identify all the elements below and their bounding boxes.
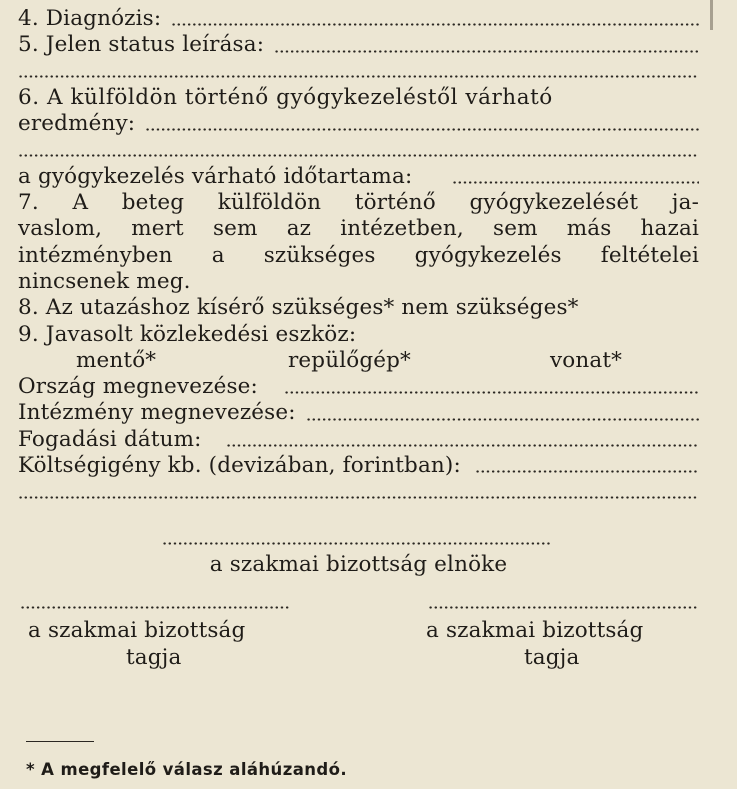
member-left-title-line1: a szakmai bizottság bbox=[28, 617, 246, 643]
member-right-title-line1: a szakmai bizottság bbox=[426, 617, 644, 643]
diagnosis-label: 4. Diagnózis: bbox=[18, 6, 162, 31]
footnote: * A megfelelő válasz aláhúzandó. bbox=[26, 760, 347, 779]
institution-label: Intézmény megnevezése: bbox=[18, 400, 296, 426]
duration-field[interactable] bbox=[452, 181, 699, 184]
escort-row bbox=[18, 295, 699, 321]
status-field[interactable] bbox=[274, 50, 699, 53]
diagnosis-row bbox=[18, 6, 699, 32]
date-field[interactable] bbox=[226, 444, 699, 447]
cost-field[interactable] bbox=[475, 470, 699, 473]
status-field-continuation[interactable] bbox=[18, 59, 699, 85]
country-field[interactable] bbox=[284, 391, 699, 394]
recommendation-line-1: 7. A beteg külföldön történő gyógykezelését ja- bbox=[18, 190, 699, 216]
duration-label: a gyógykezelés várható időtartama: bbox=[18, 163, 413, 189]
duration-row bbox=[18, 164, 699, 190]
footnote-divider bbox=[26, 741, 94, 742]
institution-row bbox=[18, 400, 699, 426]
cost-field-continuation[interactable] bbox=[18, 479, 699, 505]
date-row bbox=[18, 427, 699, 453]
chair-signature-line[interactable] bbox=[162, 542, 552, 545]
result-row-1 bbox=[18, 85, 699, 111]
member-right-signature-line[interactable] bbox=[428, 606, 698, 609]
status-label: 5. Jelen status leírása: bbox=[18, 32, 265, 58]
transport-option-ambulance[interactable]: mentő* bbox=[76, 347, 157, 373]
result-field-continuation[interactable] bbox=[18, 137, 699, 163]
member-right-title-line2: tagja bbox=[524, 644, 580, 670]
transport-options-row bbox=[18, 348, 699, 374]
member-left-signature-line[interactable] bbox=[20, 606, 290, 609]
transport-option-airplane[interactable]: repülőgép* bbox=[288, 347, 411, 373]
result-field[interactable] bbox=[145, 128, 699, 131]
member-left-title-line2: tagja bbox=[126, 644, 182, 670]
transport-label: 9. Javasolt közlekedési eszköz: bbox=[18, 321, 357, 347]
recommendation-line-3: intézményben a szükséges gyógykezelés feltételei bbox=[18, 242, 699, 268]
page-edge-mark bbox=[710, 0, 713, 30]
result-row-2 bbox=[18, 111, 699, 137]
recommendation-line-4: nincsenek meg. bbox=[18, 268, 191, 294]
status-row bbox=[18, 32, 699, 58]
chair-title: a szakmai bizottság elnöke bbox=[209, 551, 508, 577]
institution-field[interactable] bbox=[306, 418, 699, 421]
result-label-line2: eredmény: bbox=[18, 111, 136, 137]
escort-label: 8. Az utazáshoz kísérő szükséges* nem szükséges* bbox=[18, 295, 579, 321]
diagnosis-field[interactable] bbox=[171, 23, 699, 26]
transport-option-train[interactable]: vonat* bbox=[550, 347, 623, 373]
country-label: Ország megnevezése: bbox=[18, 374, 258, 400]
date-label: Fogadási dátum: bbox=[18, 426, 202, 452]
result-label-line1: 6. A külföldön történő gyógykezeléstől várható bbox=[18, 84, 553, 110]
signature-area bbox=[18, 506, 699, 686]
country-row bbox=[18, 374, 699, 400]
transport-row bbox=[18, 322, 699, 348]
cost-label: Költségigény kb. (devizában, forintban): bbox=[18, 453, 461, 479]
recommendation-line-2: vaslom, mert sem az intézetben, sem más hazai bbox=[18, 216, 699, 242]
cost-row bbox=[18, 453, 699, 479]
recommendation-paragraph bbox=[18, 190, 699, 295]
